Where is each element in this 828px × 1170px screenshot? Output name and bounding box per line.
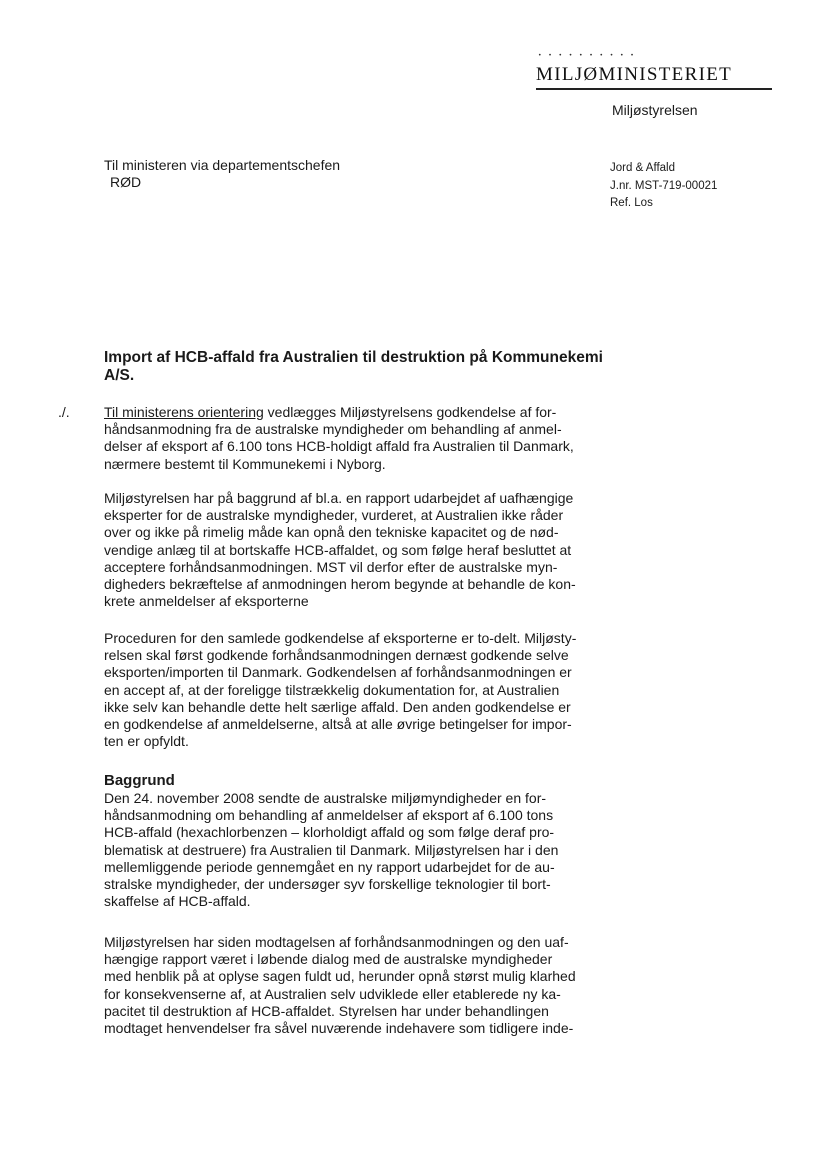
paragraph-2: Miljøstyrelsen har på baggrund af bl.a. en rapport udarbejdet af uafhængige eksperter for de australske myndigheder, vurderet, at Australien ikke råder over og ikke på rimelig måde kan opnå den tekniske kapacitet og de nød- vendige anlæg til at bortskaffe HCB-affaldet, og som følge heraf besluttet at acceptere forhåndsanmodningen. MST vil derfor efter de australske myn- digheders bekræftelse af anmodningen herom begynde at behandle de kon- krete anmeldelser af eksporterne [104,490,576,610]
paragraph-5: Miljøstyrelsen har siden modtagelsen af forhåndsanmodningen og den uaf- hængige rapport været i løbende dialog med de australske myndigheder med henblik på at oplyse sagen fuldt ud, herunder opnå størst mulig klarhed for konsekvenserne af, at Australien selv udviklede eller etablerede ny ka- pacitet til destruktion af HCB-affaldet. Styrelsen har under behandlingen modtaget henvendelser fra såvel nuværende indehavere som tidligere inde- [104,934,576,1037]
ref-initials: Ref. Los [610,197,653,209]
recipient-code: RØD [110,174,142,190]
enclosure-mark: ./. [58,404,70,420]
reference-block [610,160,717,213]
paragraph-1 [104,404,612,473]
department-ref: Jord & Affald [610,162,675,174]
ministry-name: MILJØMINISTERIET [536,64,733,85]
section-heading-baggrund: Baggrund [104,772,175,789]
journal-number: J.nr. MST-719-00021 [610,179,718,192]
paragraph-3: Proceduren for den samlede godkendelse af eksporterne er to-delt. Miljøsty- relsen skal først godkende forhåndsanmodningen dernæst godkende selve eksporten/importen til Danmark. Godkendelsen af forhåndsanmodningen er en accept af, at der foreligge tilstrækkelig dokumentation for, at Australien ikke selv kan behandle dette helt særlige affald. Den anden godkendelse er en godkendelse af anmeldelserne, altså at alle øvrige betingelser for impor- ten er opfyldt. [104,630,577,750]
letterhead-rule [536,88,772,90]
agency-name: Miljøstyrelsen [612,102,698,118]
recipient-block [104,157,340,191]
document-heading: Import af HCB-affald fra Australien til destruktion på Kommunekemi A/S. [104,349,603,384]
paragraph-1-lead: Til ministerens orientering [104,404,264,420]
letterhead-dots: • • • • • • • • • • [538,52,637,59]
paragraph-1-rest: vedlægges Miljøstyrelsens godkendelse af for- håndsanmodning fra de australske myndigheder om behandling af anmel- delser af eksport af 6.100 tons HCB-holdigt affald fra Australien til Danmark, nærmere bestemt til Kommunekemi i Nyborg. [104,404,574,472]
recipient-line: Til ministeren via departementschefen [104,157,341,173]
paragraph-4: Den 24. november 2008 sendte de australske miljømyndigheder en for- håndsanmodning om behandling af anmeldelser af eksport af 6.100 tons HCB-affald (hexachlorbenzen – klorholdigt affald og som følge deraf pro- blematisk at destruere) fra Australien til Danmark. Miljøstyrelsen har i den mellemliggende periode gennemgået en ny rapport udarbejdet for de au- stralske myndigheder, der undersøger syv forskellige teknologier til bort- skaffelse af HCB-affald. [104,790,559,910]
